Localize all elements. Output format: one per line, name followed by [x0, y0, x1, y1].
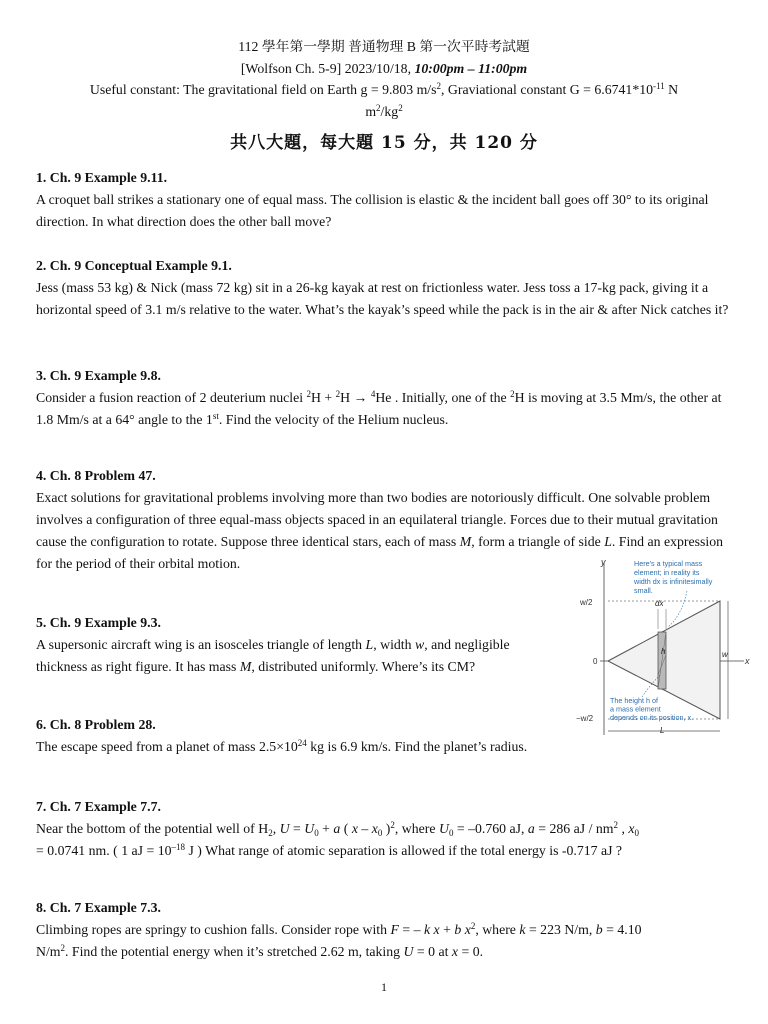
mass-element-note-line: small. [634, 586, 653, 595]
question-7-line1: Near the bottom of the potential well of $H_2$, $U = U_0 + a$ ( x – $x_0$ )$^2$, where $U_0 = -0.760$ aJ, a = 286 aJ / $nm^2$ , $x_0$ [36, 820, 639, 838]
mass-element-note [633, 559, 713, 595]
question-3-body: Consider a fusion reaction of 2 deuterium nuclei $^2$H + $^2$H → $^4$He . Initially, one of the $^2$H is moving at 3.5 Mm/s, the other at 1.8 Mm/s at a 64° angle to the 1st. Find the velocity of the Helium nucleus. [36, 389, 722, 427]
question-6-title: 6. Ch. 8 Problem 28. [36, 717, 156, 732]
score-summary: 共八大題，每大題 15 分，共 120 分 [230, 133, 538, 153]
question-8-line1: Climbing ropes are springy to cushion falls. Consider rope with F = – k x + b $x^2$, where k = 223 N/m, b = 4.10 [36, 921, 642, 937]
figure-dx-label: dx [655, 599, 664, 608]
question-5-line2: thickness as right figure. It has mass M, distributed uniformly. Where’s its CM? [36, 659, 476, 674]
figure-l-label: L [660, 726, 665, 735]
question-8-title: 8. Ch. 7 Example 7.3. [36, 900, 161, 915]
question-5-title: 5. Ch. 9 Example 9.3. [36, 615, 161, 630]
figure-w-label: w [722, 650, 728, 659]
question-4-title: 4. Ch. 8 Problem 47. [36, 468, 156, 483]
height-note-line: The height h of [610, 696, 658, 705]
question-6-body: The escape speed from a planet of mass $2.5\times 10^{24}$ kg is 6.9 km/s. Find the planet’s radius. [36, 738, 528, 754]
question-2-title: 2. Ch. 9 Conceptual Example 9.1. [36, 258, 232, 273]
mass-element-note-line: element; in reality its [634, 568, 700, 577]
question-7-title: 7. Ch. 7 Example 7.7. [36, 799, 161, 814]
constants-line: Useful constant: The gravitational field on Earth g = 9.803 $m/s^2$, Graviational constant $G = 6.6741*10^{-11}$ N [89, 81, 679, 97]
question-4-body: Exact solutions for gravitational problems involving more than two bodies are notoriously difficult. One solvable problem involves a configuration of three equal-mass objects spaced in an equilateral triangle. Forces due to their mutual gravitation cause the configuration to rotate. Suppose three identical stars, each of mass M, form a triangle of side L. Find an expression for the period of their orbital motion. [36, 490, 724, 571]
figure-x-label: x [745, 656, 750, 666]
mass-element-note-line: Here’s a typical mass [634, 559, 703, 568]
figure-w-half-neg: −w/2 [576, 714, 594, 723]
figure-h-label: h [661, 647, 666, 656]
question-3-title: 3. Ch. 9 Example 9.8. [36, 368, 161, 383]
exam-subtitle [0, 58, 768, 80]
question-8-line2: $N/m^2$. Find the potential energy when it’s stretched 2.62 m, taking U = 0 at x = 0. [36, 943, 484, 959]
question-5-line1: A supersonic aircraft wing is an isosceles triangle of length L, width w, and negligible [36, 637, 510, 652]
constants-units: $m^2/kg^2$ [365, 103, 403, 119]
question-1-title: 1. Ch. 9 Example 9.11. [36, 170, 168, 185]
question-1-body: A croquet ball strikes a stationary one of equal mass. The collision is elastic & the incident ball goes off 30° to its original direction. In what direction does the other ball move? [36, 192, 709, 229]
figure-y-label: y [601, 557, 606, 567]
chapter-range-date: [Wolfson Ch. 5-9] 2023/10/18, [240, 61, 415, 76]
figure-zero-label: 0 [593, 657, 598, 666]
exam-time: 10:00pm – 11:00pm [414, 61, 528, 76]
height-note-line: a mass element [610, 704, 661, 714]
question-2-body: Jess (mass 53 kg) & Nick (mass 72 kg) sit in a 26-kg kayak at rest on frictionless water. Jess toss a 17-kg pack, giving it a horizontal speed of 3.1 m/s relative to the water. What’s the kayak’s speed while the pack is in the air & after Nick catches it? [36, 280, 729, 317]
height-note-line: depends on its position, x. [610, 713, 694, 722]
height-note [610, 696, 693, 722]
exam-title: 112 學年第一學期 普通物理 B 第一次平時考試題 [238, 39, 530, 54]
mass-element-note-line: width dx is infinitesimally [634, 577, 713, 586]
wing-figure [572, 555, 758, 740]
question-7-line2: = 0.0741 nm. ( 1 aJ = $10^{-18}$ J ) What range of atomic separation is allowed if the total energy is -0.717 aJ ? [36, 842, 623, 858]
page-number: 1 [381, 980, 387, 994]
figure-w-half-pos: w/2 [580, 598, 593, 607]
